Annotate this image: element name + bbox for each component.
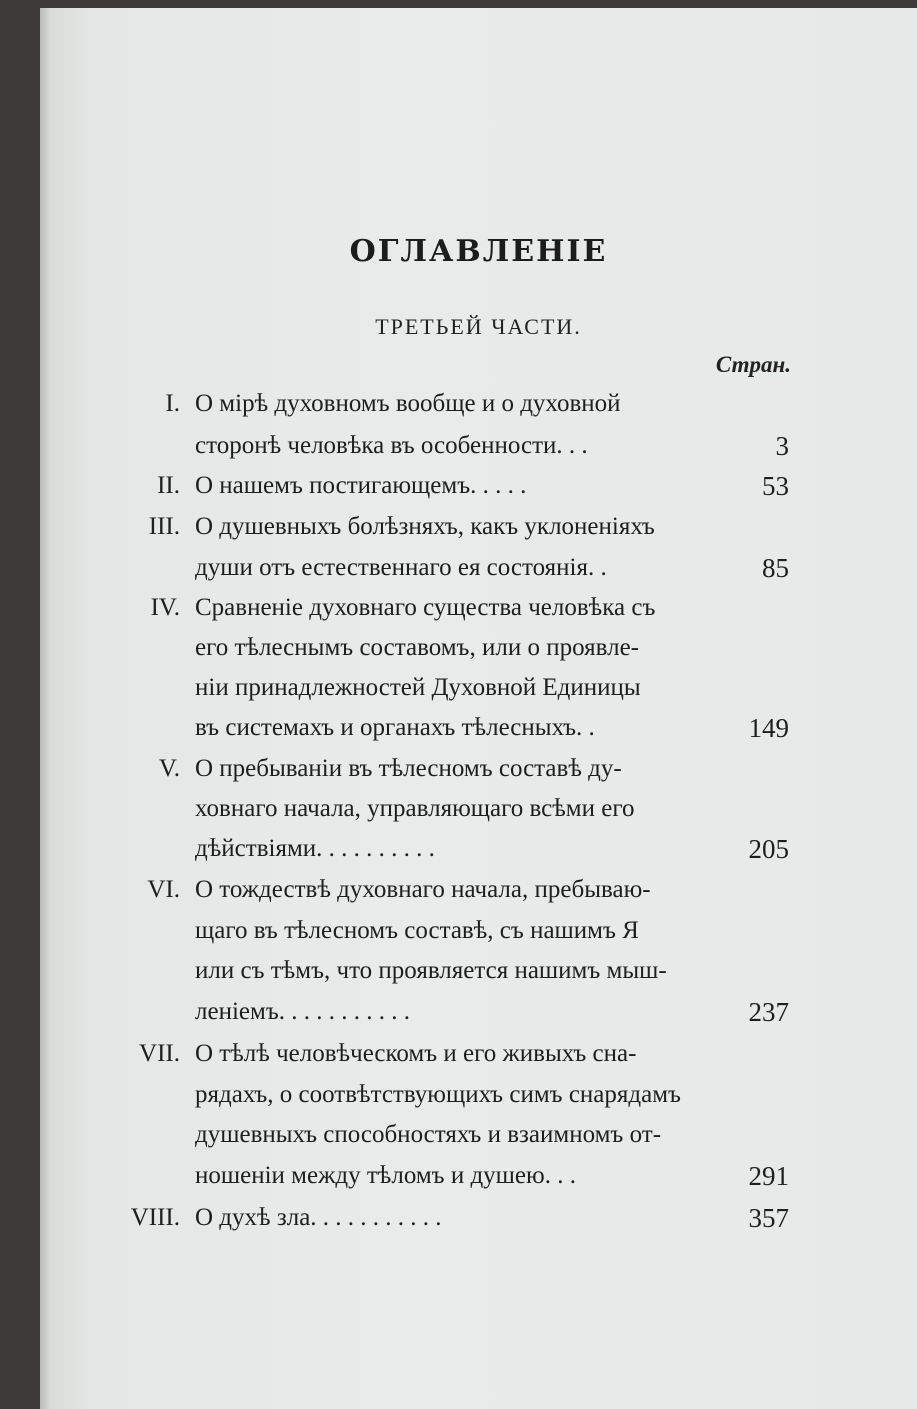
- entry-number: VIII.: [130, 1204, 180, 1231]
- entry-text: въ системахъ и органахъ тѣлесныхъ. .: [195, 714, 595, 741]
- entry-text: О мірѣ духовномъ вообще и о духовной: [195, 390, 621, 417]
- entry-page-number: 85: [762, 553, 789, 583]
- page-title: ОГЛАВЛЕНІЕ: [349, 234, 608, 269]
- entry-number: III.: [148, 513, 180, 540]
- entry-text: леніемъ. . . . . . . . . . .: [195, 998, 410, 1025]
- entry-page-number: 149: [748, 713, 789, 743]
- entry-text: души отъ естественнаго ея состоянія. .: [195, 554, 607, 581]
- entry-text: дѣйствіями. . . . . . . . . .: [195, 835, 435, 862]
- entry-text: ніи принадлежностей Духовной Единицы: [195, 674, 641, 701]
- entry-text: О нашемъ постигающемъ. . . . .: [195, 472, 527, 499]
- entry-page-number: 205: [748, 834, 789, 864]
- entry-text: О духѣ зла. . . . . . . . . . .: [195, 1204, 442, 1231]
- toc-entry-4-cont: [40, 708, 917, 748]
- toc-entry-7-cont: [40, 1156, 917, 1196]
- toc-entry-1-cont: [40, 426, 917, 466]
- entry-text: О тождествѣ духовнаго начала, пребываю-: [195, 876, 651, 903]
- toc-entry-6-cont: [40, 911, 917, 951]
- toc-entry-4-cont: [40, 628, 917, 668]
- entry-number: VI.: [147, 876, 180, 903]
- entry-text: щаго въ тѣлесномъ составѣ, съ нашимъ Я: [195, 917, 639, 944]
- page-subtitle: ТРЕТЬЕЙ ЧАСТИ.: [375, 314, 582, 339]
- entry-number: IV.: [150, 594, 180, 621]
- entry-page-number: 291: [748, 1161, 789, 1191]
- toc-entry-6: [40, 870, 917, 910]
- entry-text: душевныхъ способностяхъ и взаимномъ от-: [195, 1121, 662, 1148]
- toc-entry-2: [40, 466, 917, 506]
- toc-entry-3-cont: [40, 548, 917, 588]
- toc-entry-8: [40, 1198, 917, 1238]
- entry-text: Сравненіе духовнаго существа человѣка съ: [195, 594, 656, 621]
- entry-number: VII.: [139, 1040, 180, 1067]
- entry-text: ховнаго начала, управляющаго всѣми его: [195, 795, 635, 822]
- entry-text: его тѣлеснымъ составомъ, или о проявле-: [195, 634, 639, 661]
- entry-text: или съ тѣмъ, что проявляется нашимъ мыш-: [195, 957, 667, 984]
- toc-entry-5: [40, 749, 917, 789]
- entry-text: О пребываніи въ тѣлесномъ составѣ ду-: [195, 755, 622, 782]
- table-of-contents: [40, 8, 917, 1409]
- toc-entry-7-cont: [40, 1075, 917, 1115]
- toc-entry-3: [40, 507, 917, 547]
- entry-text: ношеніи между тѣломъ и душею. . .: [195, 1162, 576, 1189]
- entry-number: II.: [157, 472, 180, 499]
- toc-entry-4-cont: [40, 668, 917, 708]
- page-column-header: Стран.: [715, 352, 791, 377]
- entry-page-number: 3: [775, 431, 789, 461]
- toc-entry-7-cont: [40, 1115, 917, 1155]
- toc-entry-6-cont: [40, 951, 917, 991]
- entry-text: рядахъ, о соотвѣтствующихъ симъ снарядамъ: [195, 1081, 681, 1108]
- entry-number: I.: [165, 390, 180, 417]
- entry-number: V.: [158, 755, 180, 782]
- toc-entry-6-cont: [40, 992, 917, 1032]
- entry-page-number: 53: [762, 471, 789, 501]
- entry-text: сторонѣ человѣка въ особенности. . .: [195, 432, 588, 459]
- toc-entry-5-cont: [40, 829, 917, 869]
- toc-entry-4: [40, 588, 917, 628]
- toc-entry-5-cont: [40, 789, 917, 829]
- entry-page-number: 237: [748, 997, 789, 1027]
- toc-entry-7: [40, 1034, 917, 1074]
- entry-text: О душевныхъ болѣзняхъ, какъ уклоненіяхъ: [195, 513, 655, 540]
- entry-page-number: 357: [748, 1203, 789, 1233]
- toc-entry-1: [40, 384, 917, 424]
- book-page: [40, 8, 917, 1409]
- entry-text: О тѣлѣ человѣческомъ и его живыхъ сна-: [195, 1040, 637, 1067]
